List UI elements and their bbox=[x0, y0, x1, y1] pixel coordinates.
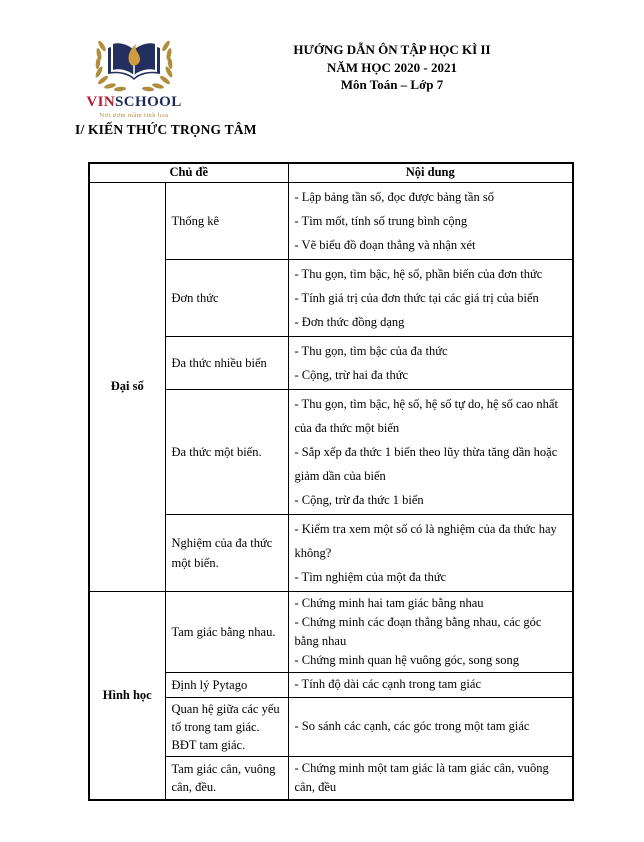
brand-text bbox=[82, 95, 186, 110]
bullet-line: - Chứng minh một tam giác là tam giác cân, vuông cân, đều bbox=[294, 760, 549, 794]
bullet-line: - Chứng minh hai tam giác bằng nhau bbox=[294, 595, 484, 610]
content-cell bbox=[288, 672, 573, 697]
topic-cell: Đa thức một biến. bbox=[165, 389, 288, 514]
bullet-line: - Tìm nghiệm của một đa thức bbox=[294, 569, 447, 584]
bullet-line: - Thu gọn, tìm bậc của đa thức bbox=[294, 343, 448, 358]
column-header-content: Nội dung bbox=[288, 163, 573, 182]
topic-cell: Tam giác cân, vuông cân, đều. bbox=[165, 756, 288, 800]
bullet-line: - Đơn thức đồng dạng bbox=[294, 314, 405, 329]
bullet-line: - Kiểm tra xem một số có là nghiệm của đa thức hay không? bbox=[294, 521, 557, 560]
content-cell bbox=[288, 697, 573, 756]
content-cell bbox=[288, 389, 573, 514]
bullet-line: - So sánh các cạnh, các góc trong một tam giác bbox=[294, 719, 530, 733]
bullet-line: - Cộng, trừ đa thức 1 biến bbox=[294, 492, 424, 507]
content-cell bbox=[288, 182, 573, 259]
bullet-line: - Thu gọn, tìm bậc, hệ số, hệ số tự do, hệ số cao nhất của đa thức một biến bbox=[294, 396, 558, 435]
topic-cell: Nghiệm của đa thức một biến. bbox=[165, 514, 288, 591]
content-cell bbox=[288, 514, 573, 591]
logo-book-icon bbox=[90, 34, 178, 94]
header-line-3: Môn Toán – Lớp 7 bbox=[340, 77, 444, 92]
column-header-topic: Chủ đề bbox=[89, 163, 288, 182]
topic-cell: Quan hệ giữa các yếu tố trong tam giác. BĐT tam giác. bbox=[165, 697, 288, 756]
bullet-line: - Chứng minh các đoạn thẳng bằng nhau, các góc bằng nhau bbox=[294, 614, 542, 648]
topic-cell: Định lý Pytago bbox=[165, 672, 288, 697]
brand-vin: VIN bbox=[86, 94, 116, 110]
logo-tagline: Nơi ươm mầm tinh hoa bbox=[99, 112, 169, 119]
content-cell bbox=[288, 756, 573, 800]
topic-cell: Thống kê bbox=[165, 182, 288, 259]
section-title: I/ KIẾN THỨC TRỌNG TÂM bbox=[75, 122, 257, 137]
group-cell-dai-so: Đại số bbox=[89, 182, 165, 591]
content-cell bbox=[288, 591, 573, 672]
vinschool-logo bbox=[82, 34, 186, 119]
group-cell-hinh-hoc: Hình học bbox=[89, 591, 165, 800]
bullet-line: - Tìm mốt, tính số trung bình cộng bbox=[294, 213, 468, 228]
content-cell bbox=[288, 336, 573, 389]
bullet-line: - Tính độ dài các cạnh trong tam giác bbox=[294, 677, 482, 691]
bullet-line: - Cộng, trừ hai đa thức bbox=[294, 367, 409, 382]
doc-header bbox=[232, 41, 552, 94]
bullet-line: - Tính giá trị của đơn thức tại các giá trị của biến bbox=[294, 290, 539, 305]
bullet-line: - Sắp xếp đa thức 1 biến theo lũy thừa tăng dần hoặc giảm dần của biến bbox=[294, 444, 558, 483]
bullet-line: - Chứng minh quan hệ vuông góc, song song bbox=[294, 652, 519, 667]
review-table bbox=[88, 162, 574, 801]
content-cell bbox=[288, 259, 573, 336]
bullet-line: - Lập bảng tần số, đọc được bảng tần số bbox=[294, 189, 494, 204]
header-line-1: HƯỚNG DẪN ÔN TẬP HỌC KÌ II bbox=[293, 42, 491, 57]
header-line-2: NĂM HỌC 2020 - 2021 bbox=[327, 59, 457, 75]
topic-cell: Tam giác bằng nhau. bbox=[165, 591, 288, 672]
brand-school: SCHOOL bbox=[115, 94, 182, 110]
bullet-line: - Thu gọn, tìm bậc, hệ số, phần biến của đơn thức bbox=[294, 266, 543, 281]
bullet-line: - Vẽ biểu đồ đoạn thẳng và nhận xét bbox=[294, 237, 476, 252]
topic-cell: Đa thức nhiều biến bbox=[165, 336, 288, 389]
topic-cell: Đơn thức bbox=[165, 259, 288, 336]
